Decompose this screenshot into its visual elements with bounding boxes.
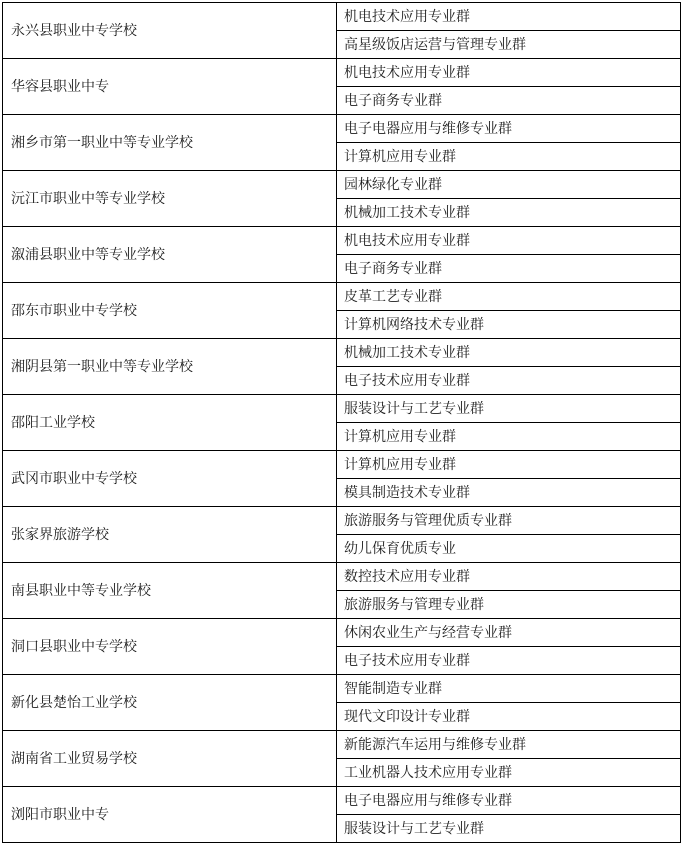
school-name-cell: 永兴县职业中专学校	[3, 3, 337, 59]
major-cell: 高星级饭店运营与管理专业群	[337, 31, 681, 59]
table-row	[3, 59, 681, 87]
table-row	[3, 171, 681, 199]
major-cell: 机械加工技术专业群	[337, 339, 681, 367]
table-row	[3, 339, 681, 367]
major-cell: 计算机网络技术专业群	[337, 311, 681, 339]
school-name-cell: 武冈市职业中专学校	[3, 451, 337, 507]
table-row	[3, 507, 681, 535]
table-row	[3, 563, 681, 591]
major-cell: 计算机应用专业群	[337, 143, 681, 171]
table-row	[3, 451, 681, 479]
major-cell: 机电技术应用专业群	[337, 3, 681, 31]
major-cell: 机电技术应用专业群	[337, 59, 681, 87]
major-cell: 幼儿保育优质专业	[337, 535, 681, 563]
major-cell: 计算机应用专业群	[337, 451, 681, 479]
major-cell: 园林绿化专业群	[337, 171, 681, 199]
school-name-cell: 新化县楚怡工业学校	[3, 675, 337, 731]
table-row	[3, 675, 681, 703]
table-body	[3, 3, 681, 843]
school-name-cell: 湖南省工业贸易学校	[3, 731, 337, 787]
major-cell: 新能源汽车运用与维修专业群	[337, 731, 681, 759]
major-cell: 现代文印设计专业群	[337, 703, 681, 731]
table-row	[3, 395, 681, 423]
table-row	[3, 619, 681, 647]
school-name-cell: 浏阳市职业中专	[3, 787, 337, 843]
major-cell: 电子技术应用专业群	[337, 647, 681, 675]
major-cell: 服装设计与工艺专业群	[337, 815, 681, 843]
major-cell: 模具制造技术专业群	[337, 479, 681, 507]
school-majors-table	[2, 2, 681, 843]
major-cell: 旅游服务与管理专业群	[337, 591, 681, 619]
major-cell: 电子商务专业群	[337, 87, 681, 115]
major-cell: 旅游服务与管理优质专业群	[337, 507, 681, 535]
major-cell: 电子技术应用专业群	[337, 367, 681, 395]
table-row	[3, 227, 681, 255]
school-name-cell: 南县职业中等专业学校	[3, 563, 337, 619]
major-cell: 机电技术应用专业群	[337, 227, 681, 255]
major-cell: 工业机器人技术应用专业群	[337, 759, 681, 787]
school-name-cell: 张家界旅游学校	[3, 507, 337, 563]
table-row	[3, 3, 681, 31]
school-name-cell: 华容县职业中专	[3, 59, 337, 115]
major-cell: 数控技术应用专业群	[337, 563, 681, 591]
table-row	[3, 115, 681, 143]
school-name-cell: 沅江市职业中等专业学校	[3, 171, 337, 227]
major-cell: 智能制造专业群	[337, 675, 681, 703]
school-name-cell: 邵阳工业学校	[3, 395, 337, 451]
major-cell: 电子商务专业群	[337, 255, 681, 283]
school-name-cell: 溆浦县职业中等专业学校	[3, 227, 337, 283]
school-name-cell: 邵东市职业中专学校	[3, 283, 337, 339]
major-cell: 电子电器应用与维修专业群	[337, 115, 681, 143]
major-cell: 计算机应用专业群	[337, 423, 681, 451]
table-row	[3, 787, 681, 815]
major-cell: 皮革工艺专业群	[337, 283, 681, 311]
school-name-cell: 洞口县职业中专学校	[3, 619, 337, 675]
school-name-cell: 湘乡市第一职业中等专业学校	[3, 115, 337, 171]
major-cell: 机械加工技术专业群	[337, 199, 681, 227]
major-cell: 电子电器应用与维修专业群	[337, 787, 681, 815]
table-row	[3, 731, 681, 759]
major-cell: 服装设计与工艺专业群	[337, 395, 681, 423]
school-name-cell: 湘阴县第一职业中等专业学校	[3, 339, 337, 395]
major-cell: 休闲农业生产与经营专业群	[337, 619, 681, 647]
table-row	[3, 283, 681, 311]
